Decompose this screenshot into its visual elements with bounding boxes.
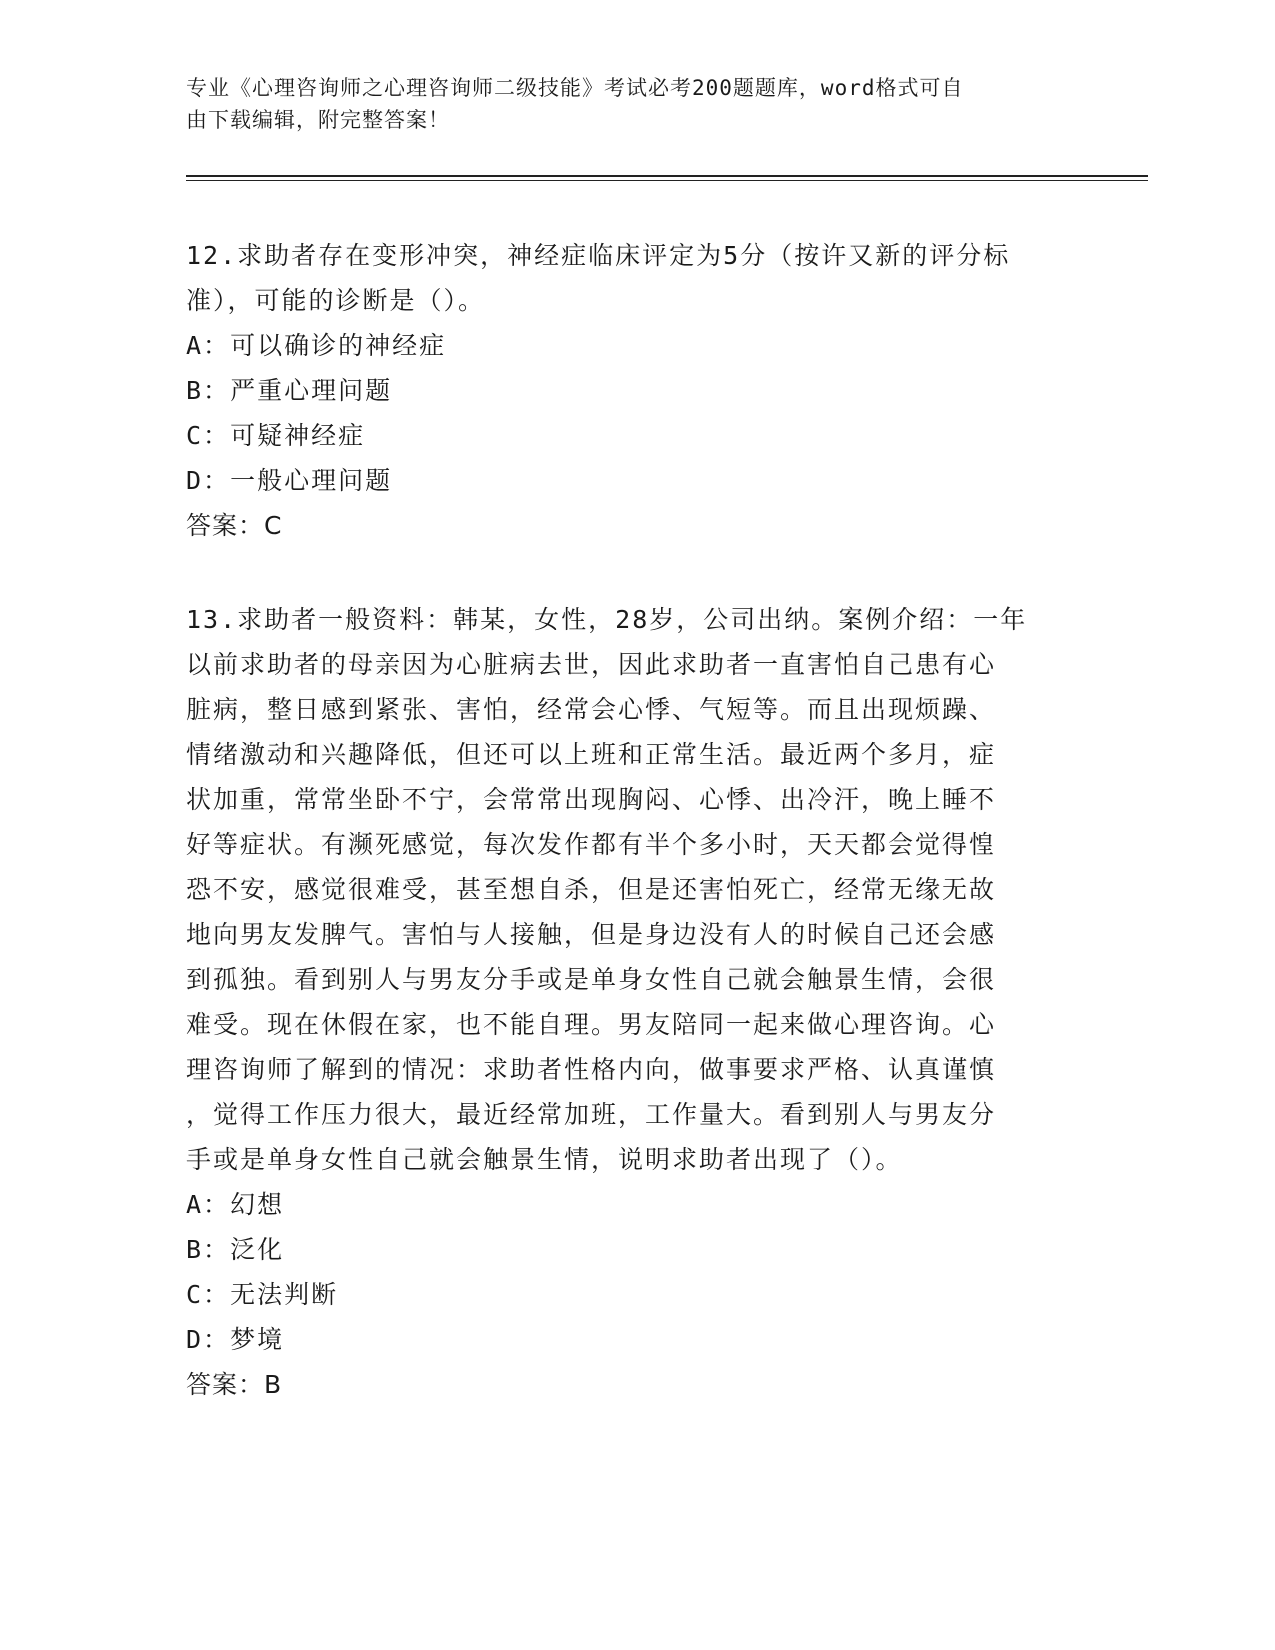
question-stem-line: 脏病，整日感到紧张、害怕，经常会心悸、气短等。而且出现烦躁、 [186,695,997,724]
header-line-1: 专业《心理咨询师之心理咨询师二级技能》考试必考200题题库，word格式可自 [186,76,964,100]
question-stem-line: 13.求助者一般资料：韩某，女性，28岁，公司出纳。案例介绍：一年 [186,605,1028,634]
question-12 [186,233,1086,548]
header-divider [186,175,1148,181]
option-c: C：可疑神经症 [186,421,366,450]
option-b: B：严重心理问题 [186,376,393,405]
question-stem-line: 12.求助者存在变形冲突，神经症临床评定为5分（按许又新的评分标 [186,241,1011,270]
question-stem-line: 状加重，常常坐卧不宁，会常常出现胸闷、心悸、出冷汗，晚上睡不 [186,785,997,814]
question-stem-line: 好等症状。有濒死感觉，每次发作都有半个多小时，天天都会觉得惶 [186,830,997,859]
option-a: A：可以确诊的神经症 [186,331,447,360]
question-stem-line: 以前求助者的母亲因为心脏病去世，因此求助者一直害怕自己患有心 [186,650,997,679]
question-stem-line: 恐不安，感觉很难受，甚至想自杀，但是还害怕死亡，经常无缘无故 [186,875,997,904]
answer: 答案：B [186,1370,283,1399]
question-stem-line: 手或是单身女性自己就会触景生情，说明求助者出现了（）。 [186,1145,903,1174]
option-c: C：无法判断 [186,1280,339,1309]
header-line-2: 由下载编辑，附完整答案！ [186,108,450,132]
question-13 [186,597,1086,1407]
question-stem-line: 理咨询师了解到的情况：求助者性格内向，做事要求严格、认真谨慎 [186,1055,997,1084]
question-stem-line: ，觉得工作压力很大，最近经常加班，工作量大。看到别人与男友分 [186,1100,997,1129]
question-stem-line: 地向男友发脾气。害怕与人接触，但是身边没有人的时候自己还会感 [186,920,997,949]
question-stem-line: 难受。现在休假在家，也不能自理。男友陪同一起来做心理咨询。心 [186,1010,997,1039]
question-stem-line: 准），可能的诊断是（）。 [186,286,486,315]
option-a: A：幻想 [186,1190,285,1219]
option-d: D：一般心理问题 [186,466,393,495]
answer: 答案：C [186,511,283,540]
option-d: D：梦境 [186,1325,285,1354]
question-stem-line: 到孤独。看到别人与男友分手或是单身女性自己就会触景生情，会很 [186,965,997,994]
option-b: B：泛化 [186,1235,285,1264]
question-stem-line: 情绪激动和兴趣降低，但还可以上班和正常生活。最近两个多月，症 [186,740,997,769]
document-header [186,72,1086,136]
